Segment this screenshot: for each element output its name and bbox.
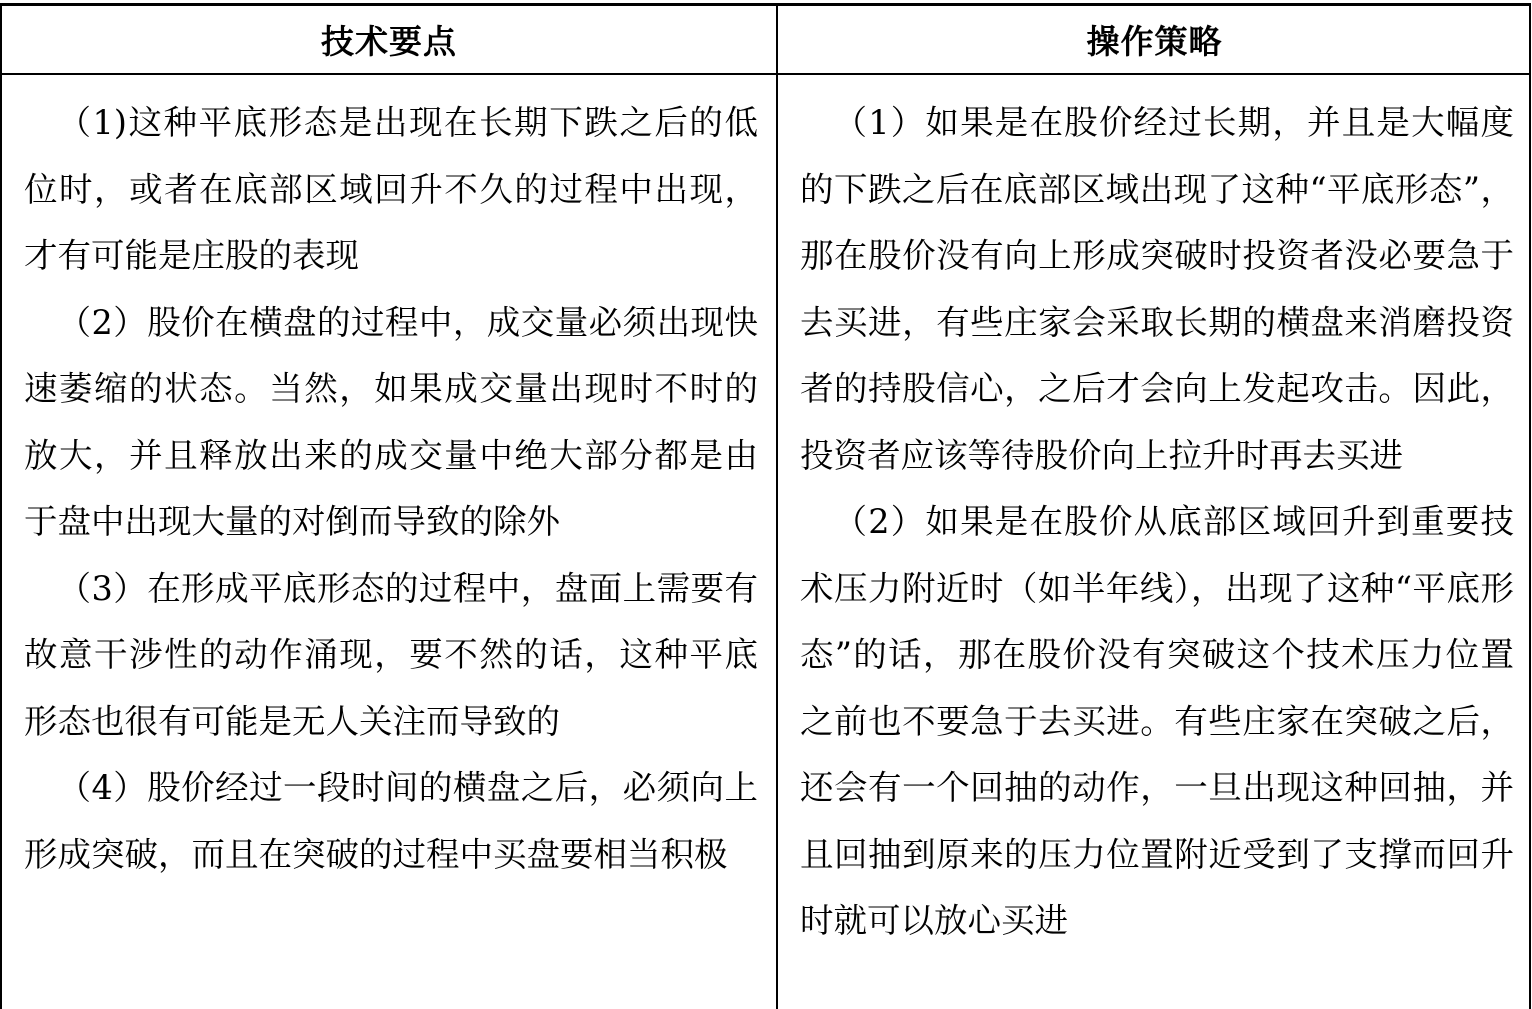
- header-operation-strategy: 操作策略: [1086, 22, 1223, 61]
- technical-point-3: （3）在形成平底形态的过程中，盘面上需要有故意干涉性的动作涌现，要不然的话，这种平底形态也很有可能是无人关注而导致的: [24, 568, 758, 741]
- strategy-table: [0, 3, 1531, 1009]
- header-technical-points: 技术要点: [321, 22, 457, 61]
- technical-point-1: （1)这种平底形态是出现在长期下跌之后的低位时，或者在底部区域回升不久的过程中出现，才有可能是庄股的表现: [24, 103, 758, 275]
- operation-strategy-cell: [800, 90, 1514, 955]
- header-rule: [2, 73, 1529, 75]
- technical-point-2: （2）股价在横盘的过程中，成交量必须出现快速萎缩的状态。当然，如果成交量出现时不时的放大，并且释放出来的成交量中绝大部分都是由于盘中出现大量的对倒而导致的除外: [24, 302, 758, 541]
- technical-point-4: （4）股价经过一段时间的横盘之后，必须向上形成突破，而且在突破的过程中买盘要相当积极: [24, 768, 758, 874]
- technical-points-cell: [24, 90, 758, 888]
- operation-strategy-1: （1）如果是在股价经过长期，并且是大幅度的下跌之后在底部区域出现了这种“平底形态”，那在股价没有向上形成突破时投资者没必要急于去买进，有些庄家会采取长期的横盘来消磨投资者的持股信心，之后才会向上发起攻击。因此，投资者应该等待股价向上拉升时再去买进: [800, 103, 1514, 475]
- column-divider: [776, 6, 778, 1009]
- operation-strategy-2: （2）如果是在股价从底部区域回升到重要技术压力附近时（如半年线），出现了这种“平底形态”的话，那在股价没有突破这个技术压力位置之前也不要急于去买进。有些庄家在突破之后，还会有一个回抽的动作，一旦出现这种回抽，并且回抽到原来的压力位置附近受到了支撑而回升时就可以放心买进: [800, 502, 1514, 940]
